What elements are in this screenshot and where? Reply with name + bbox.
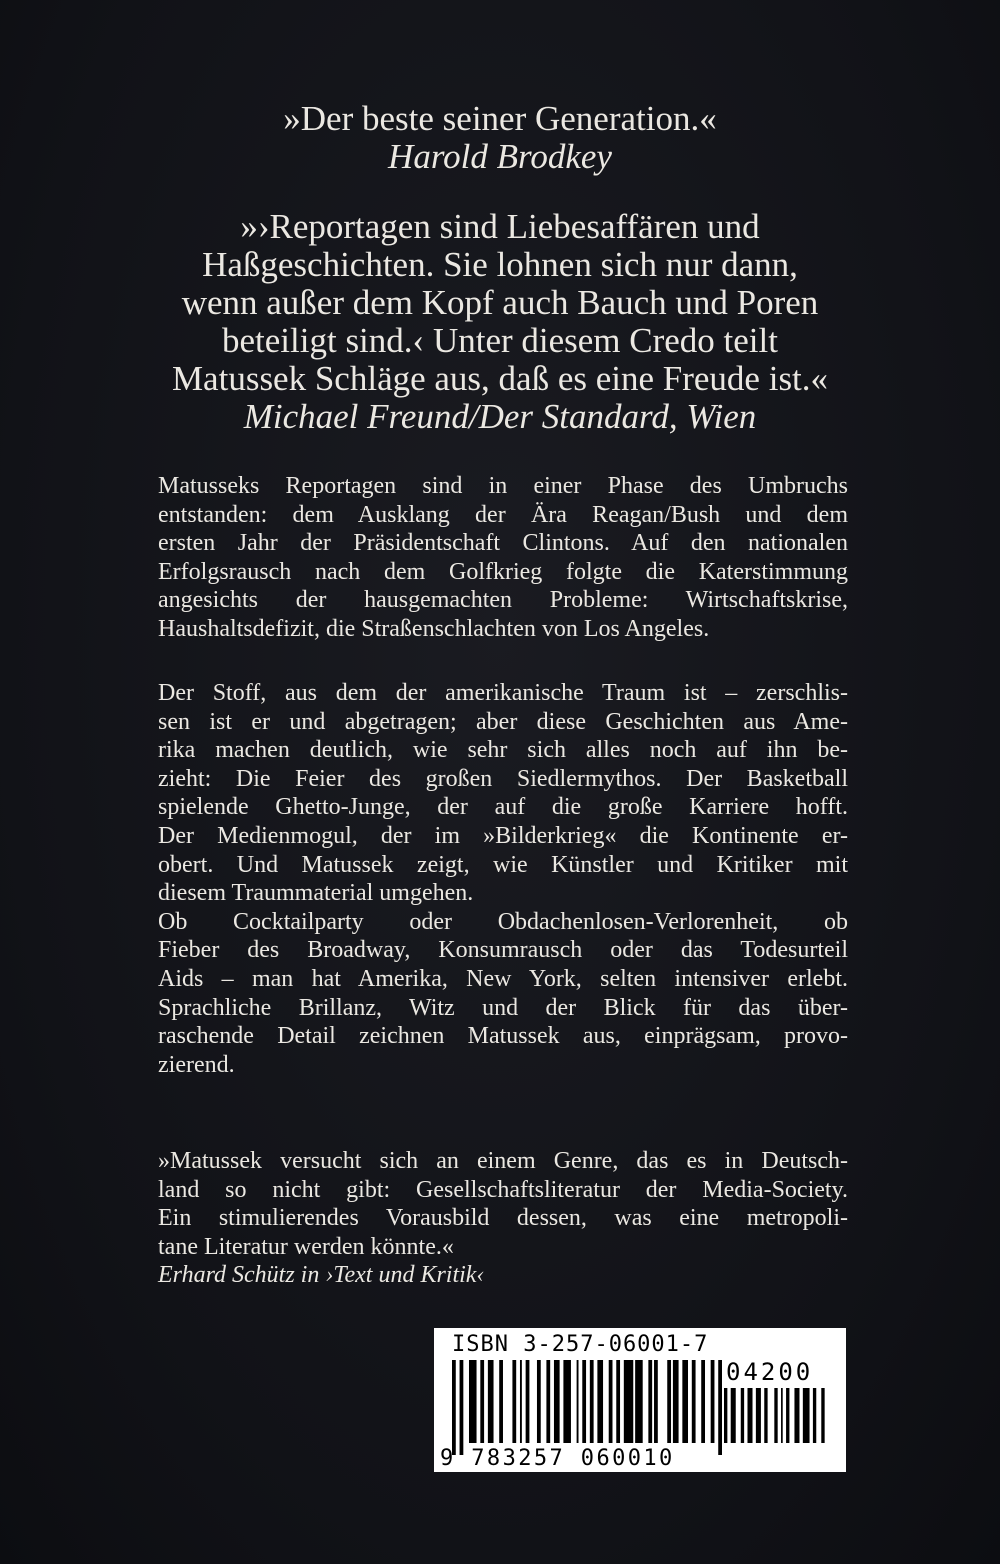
paragraph-line: raschende Detail zeichnen Matussek aus, einprägsam, provo-	[158, 1023, 848, 1050]
barcode-bar	[682, 1360, 688, 1443]
quote-line: »›Reportagen sind Liebesaffären und	[240, 207, 760, 246]
barcode-bar	[546, 1360, 550, 1443]
paragraph-line: zierend.	[158, 1051, 235, 1078]
isbn-number: ISBN 3-257-06001-7	[452, 1332, 709, 1357]
barcode-bar	[512, 1360, 516, 1443]
barcode-bar	[711, 1360, 715, 1443]
quote-line: Haßgeschichten. Sie lohnen sich nur dann,	[202, 245, 798, 284]
barcode-bar	[635, 1360, 643, 1443]
paragraph-line: zieht: Die Feier des großen Siedlermythos. Der Basketball	[158, 765, 848, 792]
paragraph-line: rika machen deutlich, wie sehr sich alles noch auf ihn be-	[158, 737, 848, 764]
barcode-bar	[724, 1388, 727, 1443]
barcode-bar	[821, 1388, 824, 1443]
blurb-quote-schuetz	[158, 1147, 848, 1290]
quote-line: beteiligt sind.‹ Unter diesem Credo teilt	[222, 321, 778, 360]
paragraph-line: Sprachliche Brillanz, Witz und der Blick für das über-	[158, 994, 848, 1021]
paragraph-line: diesem Traummaterial umgehen.	[158, 880, 474, 907]
paragraph-line: Fieber des Broadway, Konsumrausch oder das Todesurteil	[158, 937, 848, 964]
paragraph-line: tane Literatur werden könnte.«	[158, 1233, 454, 1260]
barcode-bar	[624, 1360, 633, 1443]
barcode-bar	[537, 1360, 541, 1443]
barcode-bar	[488, 1360, 494, 1443]
barcode-bar	[692, 1360, 696, 1443]
price-barcode-bars	[724, 1388, 828, 1455]
barcode-bar	[609, 1360, 613, 1443]
barcode-bar	[582, 1360, 586, 1443]
paragraph-line: Der Medienmogul, der im »Bilderkrieg« die Kontinente er-	[158, 822, 848, 849]
barcode-bar	[597, 1360, 603, 1443]
paragraph-line: sen ist er und abgetragen; aber diese Geschichten aus Ame-	[158, 708, 848, 735]
barcode-bar	[654, 1360, 658, 1443]
barcode-bar	[563, 1360, 571, 1443]
quote-line: wenn außer dem Kopf auch Bauch und Poren	[181, 283, 819, 322]
barcode-bar	[747, 1388, 752, 1443]
barcode-bar	[803, 1388, 810, 1443]
quote-attribution: Michael Freund/Der Standard, Wien	[243, 397, 757, 436]
barcode-bar	[648, 1360, 652, 1443]
barcode-bar	[667, 1360, 671, 1443]
barcode-bar	[590, 1360, 594, 1443]
ean-number: 9 783257 060010	[440, 1446, 675, 1471]
barcode-bar	[554, 1360, 560, 1443]
paragraph-line: Aids – man hat Amerika, New York, selten intensiver erlebt.	[158, 965, 848, 992]
paragraph-line: ersten Jahr der Präsidentschaft Clintons. Auf den nationalen	[158, 530, 848, 557]
barcode-bar	[774, 1388, 777, 1443]
quote-attribution: Harold Brodkey	[388, 137, 612, 176]
paragraph-line: Ein stimulierendes Vorausbild dessen, was eine metropoli-	[158, 1205, 848, 1232]
quote-line: Matussek Schläge aus, daß es eine Freude ist.«	[171, 359, 829, 398]
blurb-paragraph-1	[158, 472, 848, 644]
barcode-bar	[764, 1388, 767, 1443]
paragraph-line: obert. Und Matussek zeigt, wie Künstler und Kritiker mit	[158, 851, 848, 878]
paragraph-line: Ob Cocktailparty oder Obdachenlosen-Verlorenheit, ob	[158, 908, 848, 935]
price-code: 04200	[726, 1358, 814, 1386]
paragraph-line: entstanden: dem Ausklang der Ära Reagan/Bush und dem	[158, 501, 848, 528]
paragraph-line: »Matussek versucht sich an einem Genre, das es in Deutsch-	[158, 1148, 848, 1174]
barcode-bar	[786, 1388, 789, 1443]
barcode-bar	[781, 1388, 783, 1443]
paragraph-line: spielende Ghetto-Junge, der auf die große Karriere hofft.	[158, 794, 848, 821]
barcode-bar	[526, 1360, 530, 1443]
paragraph-line: Der Stoff, aus dem der amerikanische Traum ist – zerschlis-	[158, 680, 848, 706]
barcode-bar	[813, 1388, 816, 1443]
blurb-paragraph-2	[158, 679, 848, 1079]
paragraph-line: angesichts der hausgemachten Probleme: Wirtschaftskrise,	[158, 587, 848, 614]
ean-barcode-bars	[452, 1360, 722, 1455]
barcode-bar	[718, 1360, 722, 1455]
barcode-bar	[452, 1360, 456, 1455]
paragraph-line: Haushaltsdefizit, die Straßenschlachten von Los Angeles.	[158, 615, 710, 642]
barcode-bar	[577, 1360, 579, 1443]
barcode-bar	[741, 1388, 744, 1443]
barcode-bar	[756, 1388, 761, 1443]
paragraph-line: Matusseks Reportagen sind in einer Phase des Umbruchs	[158, 473, 848, 499]
barcode-bar	[701, 1360, 705, 1443]
barcode-bar	[731, 1388, 736, 1443]
quote-brodkey	[120, 100, 880, 176]
paragraph-line: Erfolgsrausch nach dem Golfkrieg folgte die Katerstimmung	[158, 558, 848, 585]
barcode-bar	[460, 1360, 464, 1455]
barcode-bar	[469, 1360, 477, 1443]
barcode-bar	[520, 1360, 522, 1443]
paragraph-line: land so nicht gibt: Gesellschaftsliteratur der Media-Society.	[158, 1176, 848, 1203]
barcode-bar	[794, 1388, 799, 1443]
barcode-bar	[480, 1360, 484, 1443]
quote-text: »Der beste seiner Generation.«	[283, 99, 717, 138]
quote-freund	[120, 208, 880, 436]
barcode-bar	[673, 1360, 679, 1443]
barcode-bar	[499, 1360, 503, 1443]
isbn-barcode	[434, 1328, 846, 1472]
barcode-bar	[616, 1360, 620, 1443]
quote-attribution: Erhard Schütz in ›Text und Kritik‹	[158, 1262, 485, 1289]
